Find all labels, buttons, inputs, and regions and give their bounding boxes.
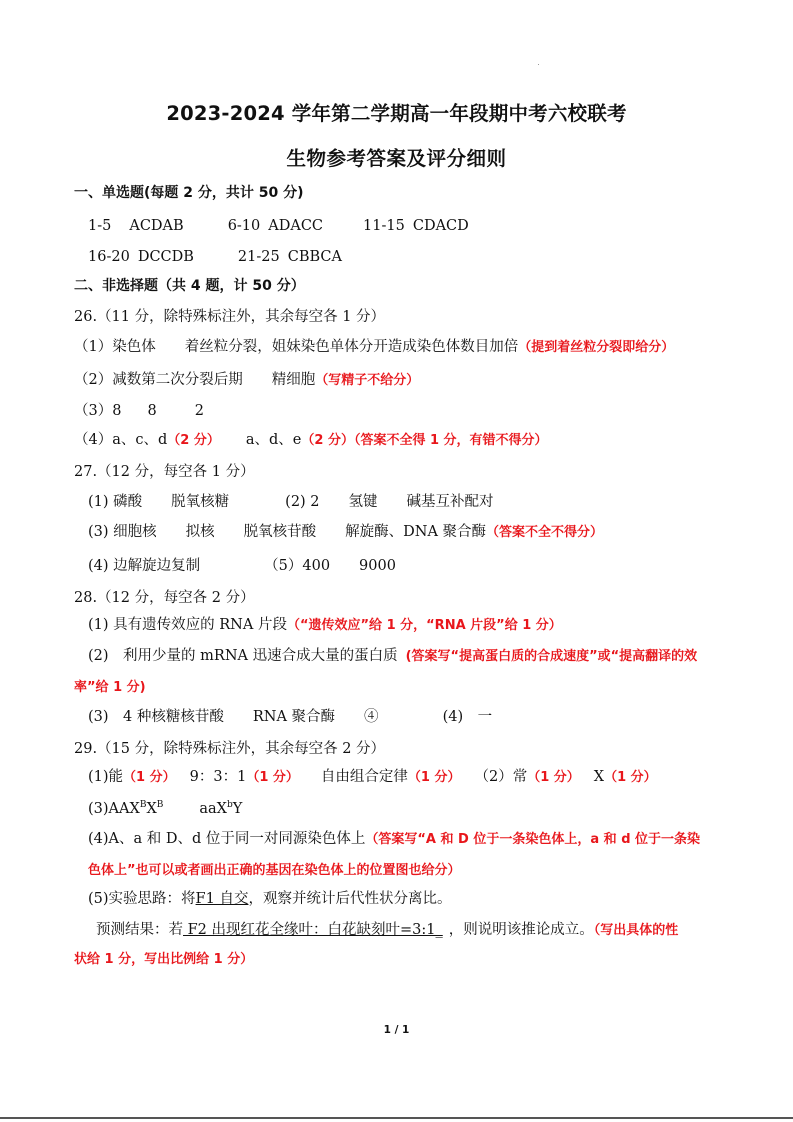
genotype-text: (3)AAX [88, 801, 140, 817]
q26-answer-4 [74, 430, 548, 451]
mc-range: 11-15 [363, 218, 405, 234]
q27-answer-1-2 [88, 492, 494, 512]
answer-text: (1)能 [88, 769, 124, 785]
answer-text: （5）400 9000 [264, 558, 396, 574]
mc-range: 6-10 [227, 218, 261, 234]
allele-superscript: b [227, 800, 233, 810]
scoring-note: （答案写“A 和 D 位于一条染色体上，a 和 d 位于一条染 [365, 832, 701, 847]
answer-text: （3）8 [74, 403, 122, 419]
answer-text: 8 [147, 403, 157, 419]
underlined-answer: F2 出现红花全缘叶：白花缺刻叶=3:1_ [183, 922, 443, 938]
genotype-text: X [146, 801, 157, 817]
scoring-note: （1 分） [123, 770, 176, 785]
genotype-text: aaX [199, 801, 228, 817]
q29-answer-4-cont [88, 860, 461, 881]
answer-text: (4) 边解旋边复制 [88, 558, 201, 574]
q29-answer-3 [88, 799, 242, 819]
scoring-note: 状给 1 分，写出比例给 1 分） [74, 952, 254, 967]
mc-answer: CBBCA [287, 249, 342, 265]
answer-text: (3) 细胞核 拟核 脱氧核苷酸 解旋酶、DNA 聚合酶 [88, 524, 487, 540]
mc-range: 1-5 [88, 218, 112, 234]
scoring-note: （1 分） [246, 770, 299, 785]
genotype-text: Y [232, 801, 243, 817]
mc-answer: ACDAB [129, 218, 184, 234]
q28-answer-3-4 [88, 707, 492, 727]
scoring-note: （1 分） [527, 770, 580, 785]
answer-text: 预测结果：若 [96, 922, 183, 938]
bottom-border [0, 1117, 793, 1119]
scoring-note: （“遗传效应”给 1 分，“RNA 片段”给 1 分） [286, 618, 562, 633]
allele-superscript: B [156, 800, 164, 810]
allele-superscript: B [139, 800, 147, 810]
answer-text: 自由组合定律 [320, 769, 408, 785]
q29-answer-5 [88, 889, 451, 909]
mc-answers-row-2 [88, 247, 342, 267]
exam-title: 2023-2024 学年第二学期高一年段期中考六校联考 [166, 102, 627, 125]
scoring-note: 色体上”也可以或者画出正确的基因在染色体上的位置图也给分） [88, 863, 461, 878]
q27-answer-3 [88, 522, 603, 543]
answer-text: (2) 利用少量的 mRNA 迅速合成大量的蛋白质 [88, 648, 398, 664]
scoring-note: （答案不全不得分） [486, 525, 604, 540]
answer-text: (4) 一 [442, 709, 493, 725]
answer-text: ，观察并统计后代性状分离比。 [248, 891, 452, 907]
scoring-note: （1 分） [604, 770, 657, 785]
underlined-answer: F1 自交 [195, 891, 249, 907]
scoring-note: （提到着丝粒分裂即给分） [518, 340, 675, 355]
q28-answer-1 [88, 615, 562, 636]
q28-answer-2 [88, 646, 697, 667]
mc-answer: ADACC [268, 218, 324, 234]
q29-answer-1-2 [88, 767, 657, 788]
answer-text: a、d、e [245, 432, 302, 448]
scoring-note: （写出具体的性 [593, 923, 679, 938]
scoring-note: （2 分）（答案不全得 1 分，有错不得分） [301, 433, 548, 448]
mc-answers-row-1 [88, 216, 469, 236]
section2-heading: 二、非选择题（共 4 题，计 50 分） [74, 278, 305, 294]
scoring-note: （写精子不给分） [315, 373, 420, 388]
answer-text: 2 [194, 403, 204, 419]
q28-header: 28.（12 分，每空各 2 分） [74, 590, 255, 606]
answer-text: (5)实验思路：将 [88, 891, 196, 907]
answer-text: 9：3：1 [189, 769, 247, 785]
answer-key-title: 生物参考答案及评分细则 [286, 147, 507, 170]
scan-speck [538, 64, 539, 65]
answer-text: (1) 具有遗传效应的 RNA 片段 [88, 617, 287, 633]
scoring-note: （2 分） [167, 433, 220, 448]
mc-range: 21-25 [237, 249, 280, 265]
q28-answer-2-cont [74, 677, 146, 698]
answer-text: （4）a、c、d [74, 432, 168, 448]
q26-answer-3 [74, 401, 204, 421]
scoring-note: 率”给 1 分) [74, 680, 146, 695]
q26-header: 26.（11 分，除特殊标注外，其余每空各 1 分） [74, 309, 386, 325]
answer-text: （2）常 [474, 769, 528, 785]
q29-header: 29.（15 分，除特殊标注外，其余每空各 2 分） [74, 741, 386, 757]
q29-prediction [96, 920, 678, 941]
answer-text: X [593, 769, 605, 785]
answer-text: (4)A、a 和 D、d 位于同一对同源染色体上 [88, 831, 366, 847]
answer-text: ，则说明该推论成立。 [448, 922, 594, 938]
scoring-note: （1 分） [407, 770, 461, 785]
q27-answer-4-5 [88, 556, 396, 576]
q26-answer-1 [74, 337, 674, 358]
mc-range: 16-20 [88, 249, 130, 265]
scoring-note: (答案写“提高蛋白质的合成速度”或“提高翻译的效 [405, 649, 698, 664]
q29-answer-4 [88, 829, 700, 850]
answer-text: （1）染色体 着丝粒分裂，姐妹染色单体分开造成染色体数目加倍 [74, 339, 519, 355]
answer-text: (2) 2 氢键 碱基互补配对 [285, 494, 494, 510]
q29-prediction-cont [74, 949, 253, 970]
page-number: 1 / 1 [383, 1024, 410, 1036]
section1-heading: 一、单选题(每题 2 分，共计 50 分) [74, 185, 304, 201]
mc-answer: CDACD [412, 218, 469, 234]
answer-text: (1) 磷酸 脱氧核糖 [88, 494, 230, 510]
q26-answer-2 [74, 370, 419, 391]
answer-text: (3) 4 种核糖核苷酸 RNA 聚合酶 ④ [88, 709, 379, 725]
answer-text: （2）减数第二次分裂后期 精细胞 [74, 372, 316, 388]
mc-answer: DCCDB [137, 249, 194, 265]
q27-header: 27.（12 分，每空各 1 分） [74, 464, 255, 480]
